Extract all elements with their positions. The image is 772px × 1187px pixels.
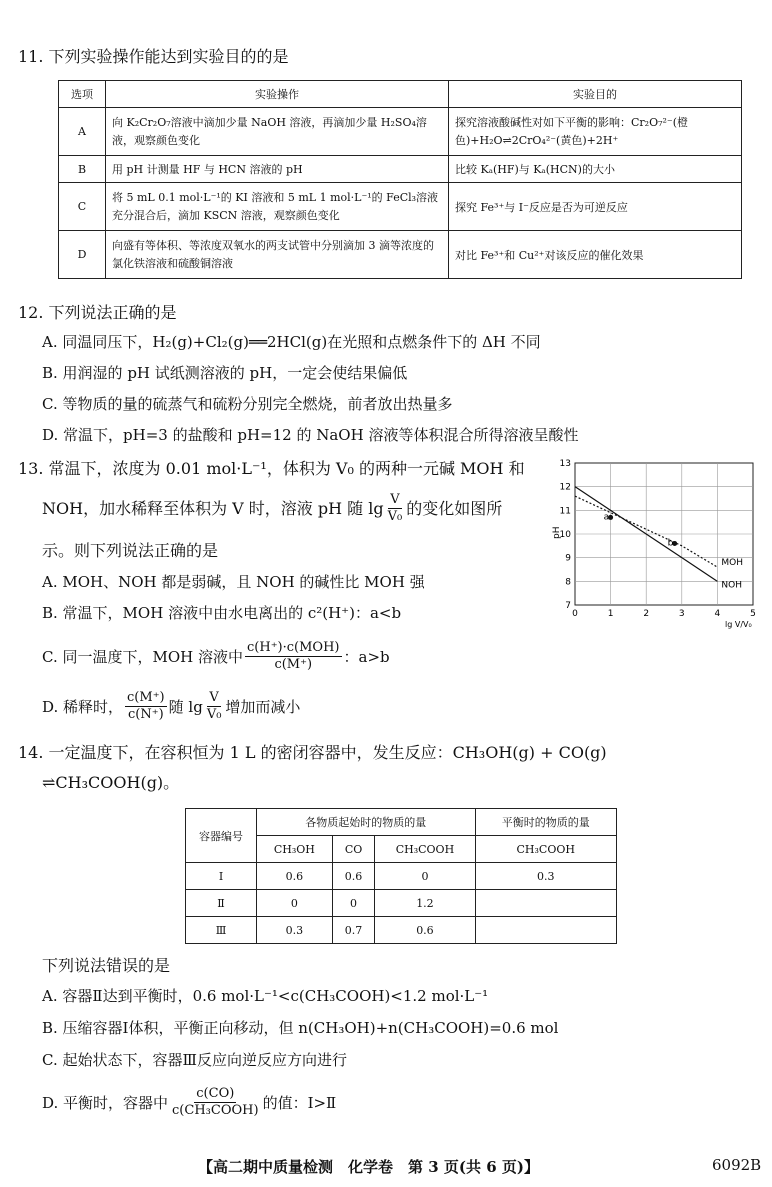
q12-option-a: A. 同温同压下，H₂(g)+Cl₂(g)══2HCl(g)在光照和点燃条件下的 ΔH 不同 — [42, 333, 541, 351]
frac-numerator: V — [390, 492, 400, 507]
table-cell: Ⅰ — [186, 863, 257, 890]
q13-c-prefix: C. 同一温度下，MOH 溶液中 — [42, 647, 243, 666]
q11-header-operation: 实验操作 — [106, 81, 449, 108]
table-cell: Ⅲ — [186, 917, 257, 944]
table-cell: 0 — [332, 890, 375, 917]
q12-option-b: B. 用润湿的 pH 试纸测溶液的 pH，一定会使结果偏低 — [42, 364, 408, 382]
table-cell: 0.3 — [257, 917, 333, 944]
q11-row-b-operation: 用 pH 计测量 HF 与 HCN 溶液的 pH — [106, 156, 449, 183]
frac-denominator: c(M⁺) — [274, 657, 313, 672]
table-cell: Ⅱ — [186, 890, 257, 917]
table-cell — [475, 890, 617, 917]
chart-xtick-label: 4 — [714, 609, 721, 619]
chart-series-label: MOH — [721, 558, 744, 569]
q11-row-c-operation: 将 5 mL 0.1 mol·L⁻¹的 KI 溶液和 5 mL 1 mol·L⁻¹的 FeCl₃溶液充分混合后，滴加 KSCN 溶液，观察颜色变化 — [106, 183, 449, 231]
q14-header-equilibrium: 平衡时的物质的量 — [475, 809, 617, 836]
q14-option-a: A. 容器Ⅱ达到平衡时，0.6 mol·L⁻¹<c(CH₃COOH)<1.2 mol·L⁻¹ — [42, 987, 489, 1005]
chart-xtick-label: 1 — [607, 609, 614, 619]
frac-numerator: V — [209, 690, 219, 705]
q11-stem: 11. 下列实验操作能达到实验目的的是 — [18, 47, 289, 66]
q14-sub-co: CO — [332, 836, 375, 863]
q13-option-d — [42, 690, 300, 723]
q14-ask: 下列说法错误的是 — [42, 956, 171, 975]
q13-d-suffix: 增加而减小 — [225, 697, 301, 716]
q14-sub-ch3cooh: CH₃COOH — [375, 836, 475, 863]
frac-denominator: V₀ — [387, 509, 403, 524]
table-cell: 0.6 — [375, 917, 475, 944]
chart-ytick-label: 12 — [559, 482, 571, 493]
q13-option-a: A. MOH、NOH 都是弱碱，且 NOH 的碱性比 MOH 强 — [42, 573, 425, 591]
frac-numerator: c(CO) — [196, 1086, 235, 1101]
frac-denominator: c(N⁺) — [128, 707, 164, 722]
q14-header-vessel: 容器编号 — [186, 809, 257, 863]
table-cell — [475, 917, 617, 944]
chart-ytick-label: 9 — [565, 553, 571, 564]
chart-ylabel: pH — [552, 526, 562, 539]
q12-stem: 12. 下列说法正确的是 — [18, 303, 177, 322]
q13-c-suffix: ：a>b — [343, 647, 390, 666]
chart-xlabel: lg V/V₀ — [725, 620, 752, 629]
q13-d-middle: 随 lg — [168, 697, 203, 716]
table-cell: 0.3 — [475, 863, 617, 890]
q13-line1: 13. 常温下，浓度为 0.01 mol·L⁻¹，体积为 V₀ 的两种一元碱 MOH 和 — [18, 459, 525, 478]
q13-line2-end: 的变化如图所 — [406, 498, 503, 518]
chart-ytick-label: 7 — [565, 601, 571, 611]
q14-d-suffix: 的值：Ⅰ>Ⅱ — [262, 1093, 337, 1112]
q11-table — [58, 80, 742, 279]
q11-row-b-purpose: 比较 Kₐ(HF)与 Kₐ(HCN)的大小 — [449, 156, 742, 183]
chart-point-label: b — [667, 538, 674, 549]
q13-line2-start: NOH，加水稀释至体积为 V 时，溶液 pH 随 lg — [42, 498, 384, 518]
q14-d-fraction — [170, 1086, 261, 1119]
table-cell: 0 — [257, 890, 333, 917]
chart-series-label: NOH — [721, 580, 742, 591]
table-cell: 0.6 — [257, 863, 333, 890]
q11-row-d-option: D — [59, 231, 106, 279]
table-cell: 0 — [375, 863, 475, 890]
page-footer: 【高二期中质量检测 化学卷 第 3 页(共 6 页)】 — [198, 1158, 539, 1176]
table-cell: 0.6 — [332, 863, 375, 890]
frac-denominator: V₀ — [206, 707, 222, 722]
q13-option-b: B. 常温下，MOH 溶液中由水电离出的 c²(H⁺)：a<b — [42, 604, 402, 622]
q14-header-start: 各物质起始时的物质的量 — [257, 809, 476, 836]
chart-xtick-label: 3 — [678, 609, 685, 619]
q13-c-fraction — [245, 640, 342, 673]
q11-row-d-purpose: 对比 Fe³⁺和 Cu²⁺对该反应的催化效果 — [449, 231, 742, 279]
chart-xtick-label: 5 — [750, 609, 756, 619]
q14-table — [185, 808, 617, 944]
q11-header-purpose: 实验目的 — [449, 81, 742, 108]
q13-line3: 示。则下列说法正确的是 — [42, 541, 219, 560]
q11-row-a-option: A — [59, 108, 106, 156]
q11-row-b-option: B — [59, 156, 106, 183]
chart-ytick-label: 11 — [559, 506, 571, 517]
page-code: 6092B — [712, 1156, 762, 1174]
frac-denominator: c(CH₃COOH) — [172, 1103, 259, 1118]
q14-stem-line2: ⇌CH₃COOH(g)。 — [42, 773, 180, 792]
frac-numerator: c(M⁺) — [127, 690, 165, 705]
q14-d-prefix: D. 平衡时，容器中 — [42, 1093, 169, 1112]
q13-option-c — [42, 640, 390, 673]
chart-point-label: a — [603, 512, 610, 523]
q12-option-c: C. 等物质的量的硫蒸气和硫粉分别完全燃烧，前者放出热量多 — [42, 395, 453, 413]
table-cell: 1.2 — [375, 890, 475, 917]
chart-ytick-label: 13 — [559, 459, 571, 469]
q13-line2 — [42, 492, 502, 525]
q13-d-prefix: D. 稀释时， — [42, 697, 124, 716]
q11-row-a-purpose: 探究溶液酸碱性对如下平衡的影响：Cr₂O₇²⁻(橙色)+H₂O⇌2CrO₄²⁻(黄色)+2H⁺ — [449, 108, 742, 156]
chart-xtick-label: 2 — [643, 609, 650, 619]
table-cell: 0.7 — [332, 917, 375, 944]
q11-header-option: 选项 — [59, 81, 106, 108]
q14-sub-ch3cooh-eq: CH₃COOH — [475, 836, 617, 863]
q14-stem-line1: 14. 一定温度下，在容积恒为 1 L 的密闭容器中，发生反应：CH₃OH(g) + CO(g) — [18, 743, 607, 762]
q13-d-fraction-ratio — [125, 690, 167, 723]
q12-option-d: D. 常温下，pH=3 的盐酸和 pH=12 的 NaOH 溶液等体积混合所得溶液呈酸性 — [42, 426, 579, 444]
q13-volume-fraction — [386, 492, 405, 525]
q13-d-fraction-volume — [205, 690, 224, 723]
chart-xtick-label: 0 — [572, 609, 578, 619]
q11-row-d-operation: 向盛有等体积、等浓度双氧水的两支试管中分别滴加 3 滴等浓度的氯化铁溶液和硫酸铜溶液 — [106, 231, 449, 279]
chart-ytick-label: 8 — [565, 577, 571, 588]
q14-option-d — [42, 1086, 336, 1119]
q11-row-c-purpose: 探究 Fe³⁺与 I⁻反应是否为可逆反应 — [449, 183, 742, 231]
chart-ytick-label: 10 — [559, 530, 571, 540]
q14-option-c: C. 起始状态下，容器Ⅲ反应向逆反应方向进行 — [42, 1051, 347, 1069]
frac-numerator: c(H⁺)·c(MOH) — [247, 640, 340, 655]
q14-option-b: B. 压缩容器Ⅰ体积，平衡正向移动，但 n(CH₃OH)+n(CH₃COOH)=0.6 mol — [42, 1019, 559, 1037]
q14-sub-ch3oh: CH₃OH — [257, 836, 333, 863]
q13-ph-chart — [545, 455, 765, 645]
q11-row-a-operation: 向 K₂Cr₂O₇溶液中滴加少量 NaOH 溶液，再滴加少量 H₂SO₄溶液，观察颜色变化 — [106, 108, 449, 156]
q11-row-c-option: C — [59, 183, 106, 231]
